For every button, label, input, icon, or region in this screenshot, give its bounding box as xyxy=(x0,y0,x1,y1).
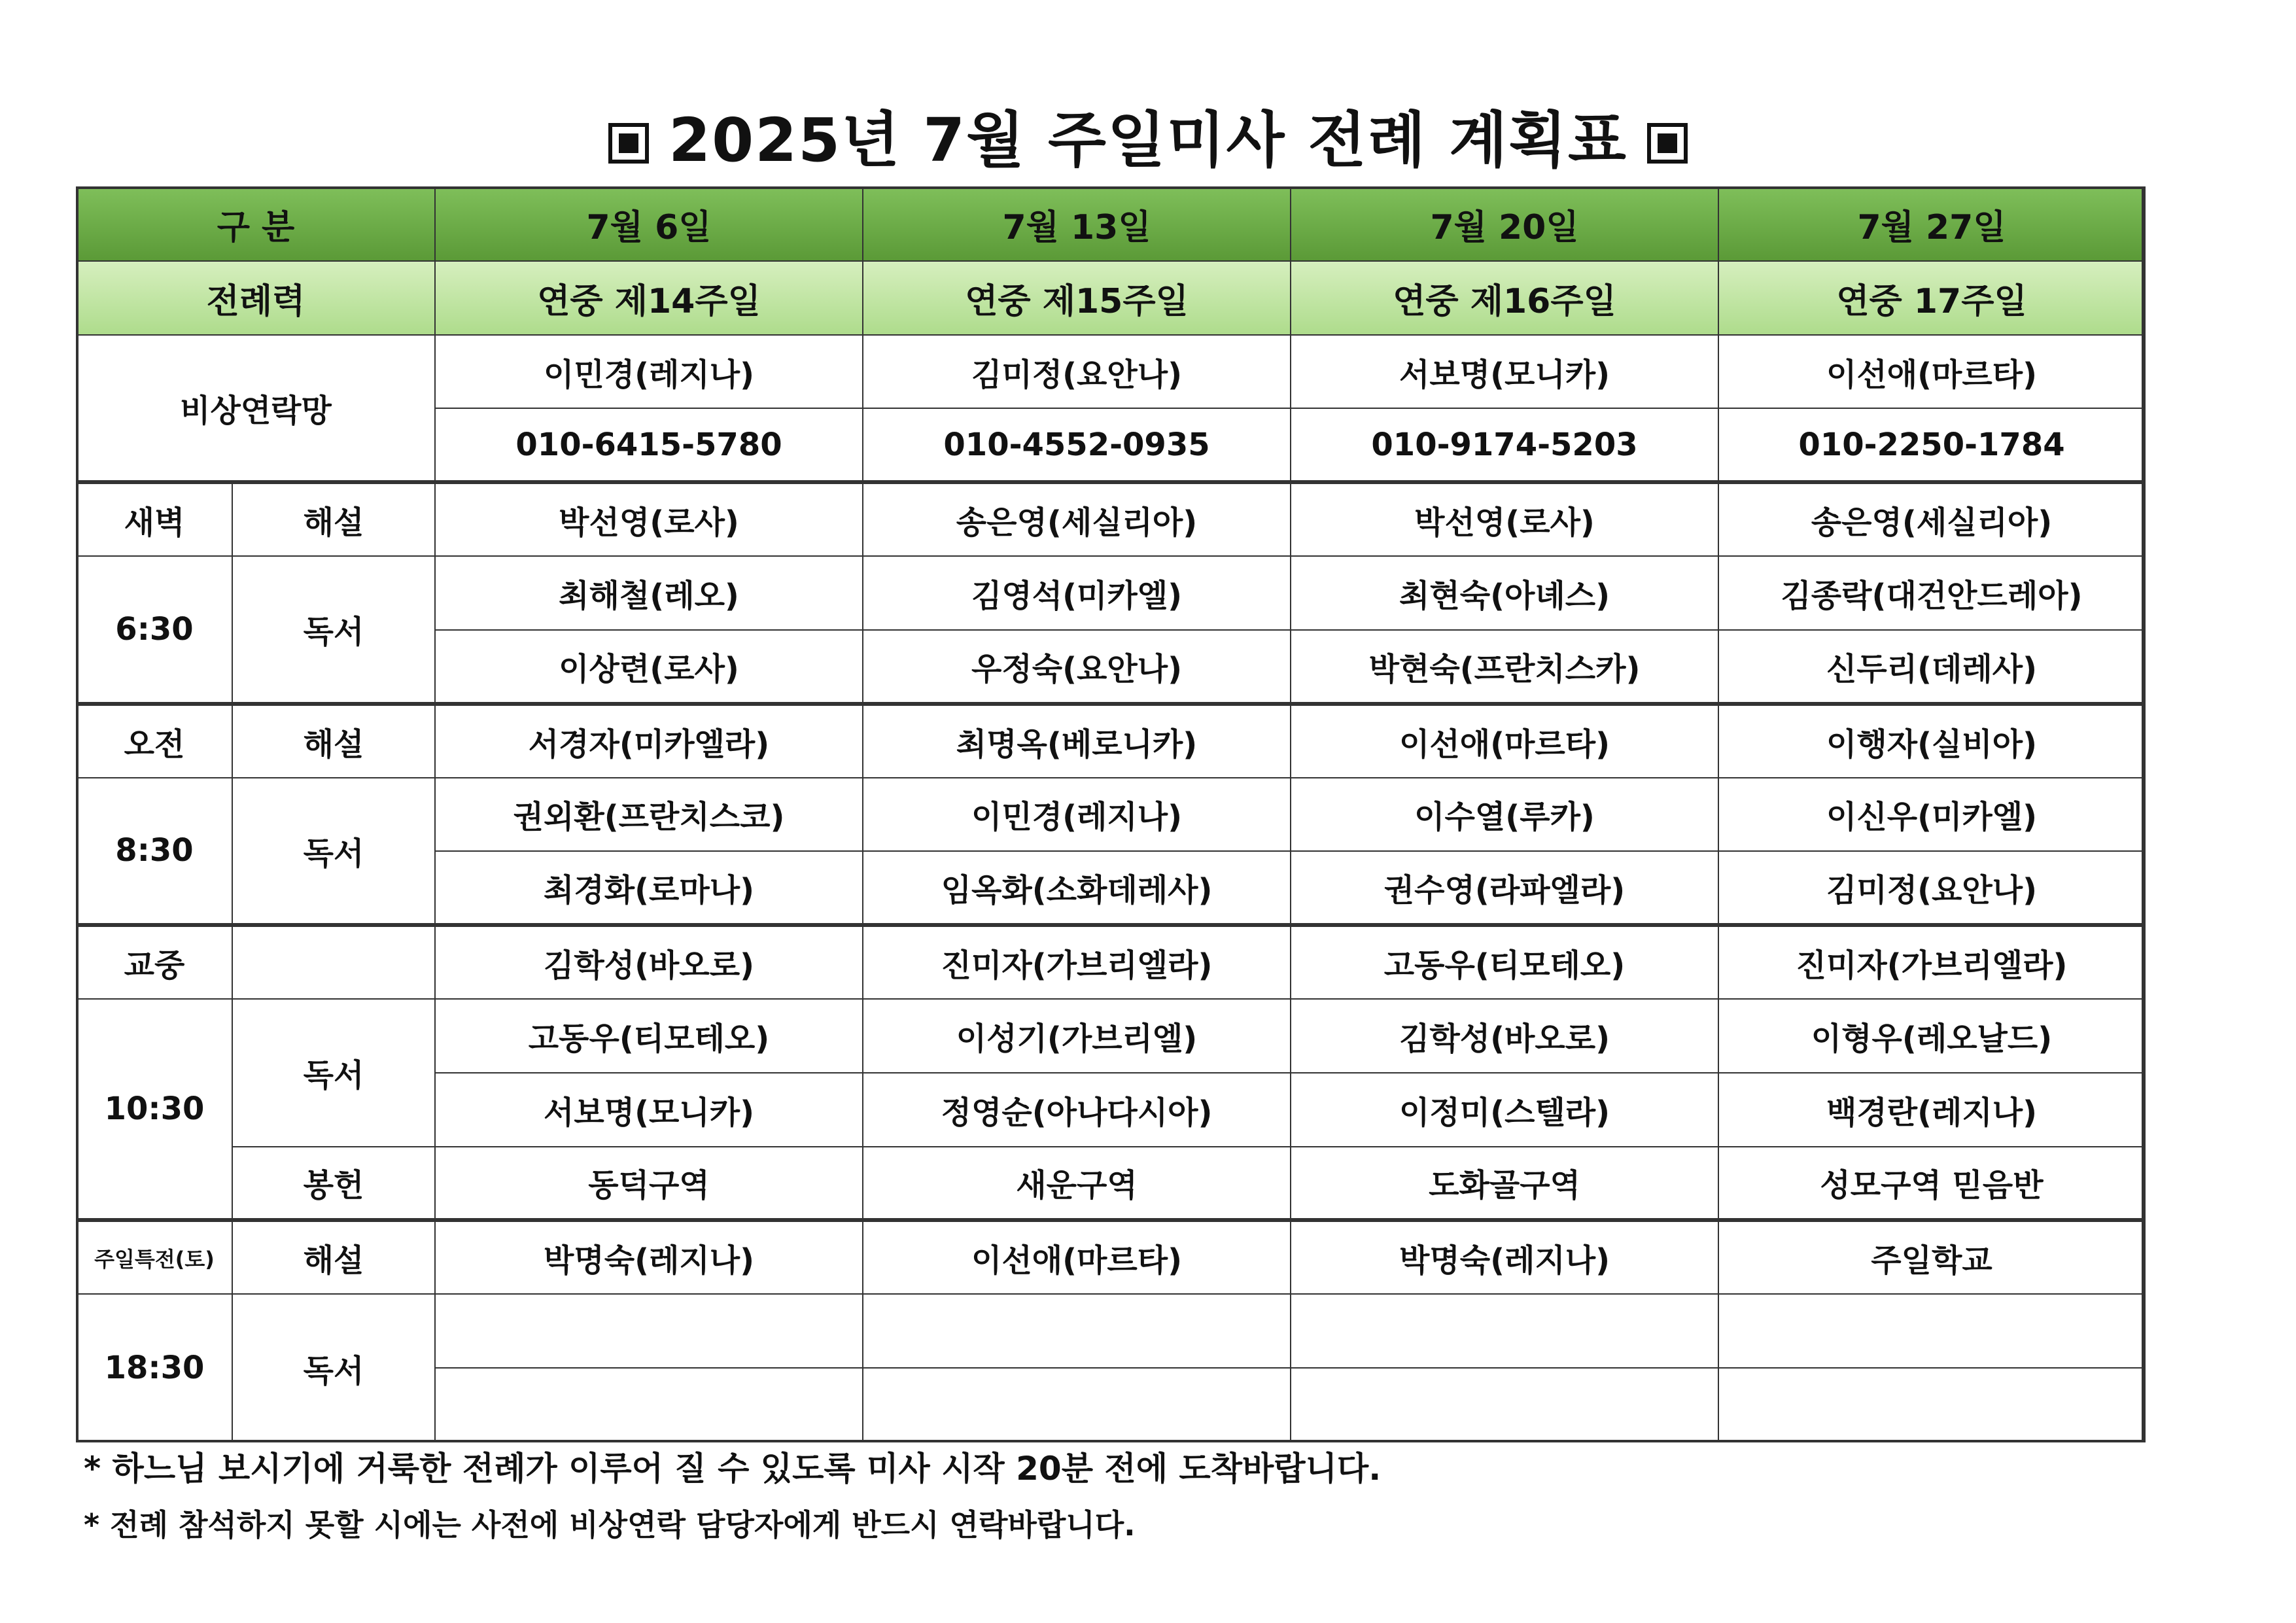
person-cell: 이성기(가브리엘) xyxy=(863,999,1291,1073)
note-arrival: * 하느님 보시기에 거룩한 전례가 이루어 질 수 있도록 미사 시작 20분 전에 도착바랍니다. xyxy=(84,1450,1382,1488)
contact-name: 서보명(모니카) xyxy=(1291,335,1718,409)
date-header: 7월 20일 xyxy=(1291,187,1718,261)
role-label: 독서 xyxy=(232,999,435,1147)
role-label-empty xyxy=(232,925,435,999)
empty-cell xyxy=(1718,1294,2145,1368)
person-cell: 박명숙(레지나) xyxy=(435,1220,863,1294)
role-label: 해설 xyxy=(232,482,435,556)
person-cell: 주일학교 xyxy=(1718,1220,2145,1294)
dawn-label: 새벽 xyxy=(77,482,232,556)
offering-cell: 성모구역 믿음반 xyxy=(1718,1147,2145,1221)
person-cell: 박현숙(프란치스카) xyxy=(1291,630,1718,704)
person-cell: 박명숙(레지나) xyxy=(1291,1220,1718,1294)
person-cell: 최경화(로마나) xyxy=(435,851,863,925)
liturgy-row xyxy=(77,261,2145,335)
role-label: 독서 xyxy=(232,1294,435,1442)
person-cell: 정영순(아나다시아) xyxy=(863,1073,1291,1147)
title-text: 2025년 7월 주일미사 전례 계획표 xyxy=(669,105,1627,175)
person-cell: 이정미(스텔라) xyxy=(1291,1073,1718,1147)
person-cell: 이행자(실비아) xyxy=(1718,704,2145,778)
liturgy-week: 연중 제15주일 xyxy=(863,261,1291,335)
person-cell: 우정숙(요안나) xyxy=(863,630,1291,704)
offering-cell: 도화골구역 xyxy=(1291,1147,1718,1221)
empty-cell xyxy=(863,1294,1291,1368)
contact-name: 이선애(마르타) xyxy=(1718,335,2145,409)
contact-phone: 010-4552-0935 xyxy=(863,408,1291,482)
emergency-label: 비상연락망 xyxy=(77,335,435,483)
person-cell: 신두리(데레사) xyxy=(1718,630,2145,704)
empty-cell xyxy=(1291,1294,1718,1368)
morning-time: 8:30 xyxy=(77,778,232,926)
vigil-label: 주일특전(토) xyxy=(77,1220,232,1294)
vigil-reading-row xyxy=(77,1294,2145,1368)
liturgy-label: 전례력 xyxy=(77,261,435,335)
person-cell: 최현숙(아녜스) xyxy=(1291,556,1718,630)
person-cell: 고동우(티모테오) xyxy=(1291,925,1718,999)
square-bullet-icon xyxy=(608,123,649,164)
vigil-commentary-row xyxy=(77,1220,2145,1294)
person-cell: 이선애(마르타) xyxy=(863,1220,1291,1294)
person-cell: 고동우(티모테오) xyxy=(435,999,863,1073)
morning-label: 오전 xyxy=(77,704,232,778)
contact-phone: 010-2250-1784 xyxy=(1718,408,2145,482)
header-label: 구 분 xyxy=(77,187,435,261)
contact-phone: 010-6415-5780 xyxy=(435,408,863,482)
role-label: 봉헌 xyxy=(232,1147,435,1221)
dawn-commentary-row xyxy=(77,482,2145,556)
person-cell: 권외환(프란치스코) xyxy=(435,778,863,852)
offering-cell: 새운구역 xyxy=(863,1147,1291,1221)
empty-cell xyxy=(1718,1368,2145,1442)
liturgy-week: 연중 17주일 xyxy=(1718,261,2145,335)
parish-reading-row xyxy=(77,999,2145,1073)
morning-reading-row xyxy=(77,778,2145,852)
person-cell: 임옥화(소화데레사) xyxy=(863,851,1291,925)
role-label: 해설 xyxy=(232,1220,435,1294)
date-header-row xyxy=(77,187,2145,261)
person-cell: 송은영(세실리아) xyxy=(863,482,1291,556)
person-cell: 이형우(레오날드) xyxy=(1718,999,2145,1073)
person-cell: 김학성(바오로) xyxy=(1291,999,1718,1073)
parish-time: 10:30 xyxy=(77,999,232,1220)
person-cell: 서보명(모니카) xyxy=(435,1073,863,1147)
person-cell: 권수영(라파엘라) xyxy=(1291,851,1718,925)
note-absence: * 전례 참석하지 못할 시에는 사전에 비상연락 담당자에게 반드시 연락바랍니다. xyxy=(84,1507,1136,1543)
parish-label: 교중 xyxy=(77,925,232,999)
person-cell: 최명옥(베로니카) xyxy=(863,704,1291,778)
liturgy-week: 연중 제16주일 xyxy=(1291,261,1718,335)
dawn-time: 6:30 xyxy=(77,556,232,704)
role-label: 해설 xyxy=(232,704,435,778)
person-cell: 송은영(세실리아) xyxy=(1718,482,2145,556)
empty-cell xyxy=(1291,1368,1718,1442)
empty-cell xyxy=(435,1368,863,1442)
emergency-name-row xyxy=(77,335,2145,409)
contact-phone: 010-9174-5203 xyxy=(1291,408,1718,482)
contact-name: 이민경(레지나) xyxy=(435,335,863,409)
person-cell: 진미자(가브리엘라) xyxy=(1718,925,2145,999)
empty-cell xyxy=(863,1368,1291,1442)
person-cell: 김미정(요안나) xyxy=(1718,851,2145,925)
page-title xyxy=(0,98,2296,183)
date-header: 7월 27일 xyxy=(1718,187,2145,261)
person-cell: 이민경(레지나) xyxy=(863,778,1291,852)
person-cell: 이수열(루카) xyxy=(1291,778,1718,852)
person-cell: 박선영(로사) xyxy=(1291,482,1718,556)
square-bullet-icon xyxy=(1647,123,1688,164)
role-label: 독서 xyxy=(232,556,435,704)
person-cell: 김종락(대건안드레아) xyxy=(1718,556,2145,630)
person-cell: 이신우(미카엘) xyxy=(1718,778,2145,852)
vigil-time: 18:30 xyxy=(77,1294,232,1442)
person-cell: 김영석(미카엘) xyxy=(863,556,1291,630)
person-cell: 진미자(가브리엘라) xyxy=(863,925,1291,999)
person-cell: 박선영(로사) xyxy=(435,482,863,556)
person-cell: 백경란(레지나) xyxy=(1718,1073,2145,1147)
person-cell: 최해철(레오) xyxy=(435,556,863,630)
contact-name: 김미정(요안나) xyxy=(863,335,1291,409)
dawn-reading-row xyxy=(77,556,2145,630)
empty-cell xyxy=(435,1294,863,1368)
schedule-table xyxy=(76,186,2146,1442)
parish-commentary-row xyxy=(77,925,2145,999)
date-header: 7월 13일 xyxy=(863,187,1291,261)
person-cell: 이선애(마르타) xyxy=(1291,704,1718,778)
offering-cell: 동덕구역 xyxy=(435,1147,863,1221)
person-cell: 서경자(미카엘라) xyxy=(435,704,863,778)
date-header: 7월 6일 xyxy=(435,187,863,261)
parish-offering-row xyxy=(77,1147,2145,1221)
role-label: 독서 xyxy=(232,778,435,926)
person-cell: 김학성(바오로) xyxy=(435,925,863,999)
person-cell: 이상련(로사) xyxy=(435,630,863,704)
morning-commentary-row xyxy=(77,704,2145,778)
liturgy-week: 연중 제14주일 xyxy=(435,261,863,335)
